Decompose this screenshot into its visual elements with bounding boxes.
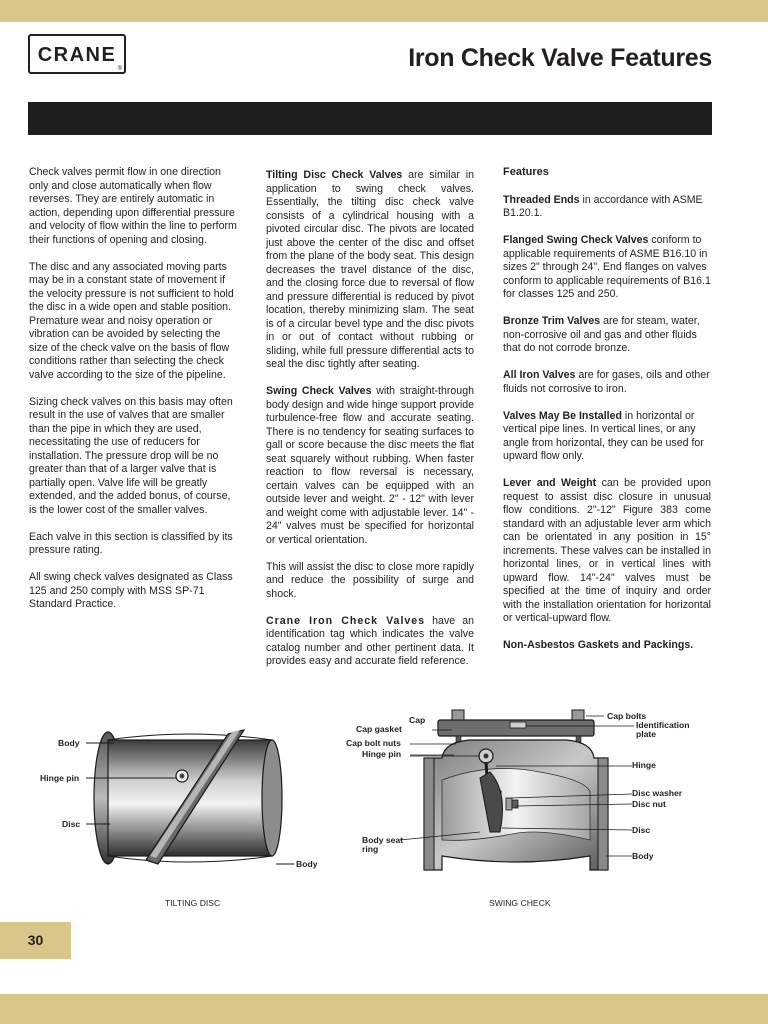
feature-lead: Lever and Weight xyxy=(503,477,597,489)
feature-item xyxy=(503,369,711,396)
feature-lead: Threaded Ends xyxy=(503,193,580,206)
swing-label-cap-bolt-nuts: Cap bolt nuts xyxy=(346,738,401,748)
feature-item xyxy=(503,234,711,302)
tilting-disc-paragraph xyxy=(266,169,474,372)
tilting-label-hinge-pin: Hinge pin xyxy=(40,773,80,783)
feature-item xyxy=(503,410,711,464)
header-bar xyxy=(28,102,712,135)
feature-lead: Valves May Be Installed xyxy=(503,409,622,422)
page-title: Iron Check Valve Features xyxy=(408,44,712,72)
page-number-box xyxy=(0,922,71,959)
feature-text: conform to applicable requirements of ASME B16.10 in sizes 2" through 24". End flanges on valves conform to applicable requirements of B16.1 for classes 125 and 250. xyxy=(503,234,711,300)
crane-tag-paragraph xyxy=(266,615,474,669)
features-heading: Features xyxy=(503,166,549,178)
crane-logo xyxy=(28,34,126,74)
intro-column xyxy=(29,166,237,625)
valve-types-column xyxy=(266,169,474,682)
crane-tag-lead: Crane Iron Check Valves xyxy=(266,614,426,627)
tilting-disc-text: are similar in application to swing check valves. Essentially, the tilting disc check valve consists of a cylindrical housing with a pivoted circular disc. The pivots are located just above the center of the disc and offset from the plane of the body seat. This design decreases the travel distance of the disc, and the closing force due to reversal of flow and pressure differential is reduced by pivot location, thereby minimizing slam. The seat is of a circular bevel type and the disc pivots in or out of contact without rubbing or sliding, while full pressure differential acts to seal the disc tightly after seating. xyxy=(266,169,474,370)
intro-paragraph: The disc and any associated moving parts may be in a constant state of movement if the velocity pressure is not sufficient to hold the disc in a wide open and stable position. Premature wear and noisy operation or vibration can be avoided by selecting the size of the check valve on the basis of flow conditions rather than selecting the check valve according to the size of the pipeline. xyxy=(29,260,234,381)
crane-tag-text: have an identification tag which indicates the valve catalog number and other pertinent data. It provides easy and accurate field reference. xyxy=(266,614,474,667)
feature-text: are for gases, oils and other fluids not corrosive to iron. xyxy=(503,369,710,395)
swing-label-disc-washer: Disc washer xyxy=(632,788,683,798)
feature-item xyxy=(503,477,711,626)
feature-lead: All Iron Valves xyxy=(503,369,576,381)
feature-text: are for steam, water, non-corrosive oil and gas and other fluids that do not corrode bronze. xyxy=(503,315,700,354)
tilting-label-disc: Disc xyxy=(62,819,81,829)
swing-label-hinge-pin: Hinge pin xyxy=(362,749,402,759)
tilting-disc-illustration xyxy=(0,700,340,900)
feature-lead: Flanged Swing Check Valves xyxy=(503,234,649,246)
feature-text: in accordance with ASME B1.20.1. xyxy=(503,193,703,219)
swing-label-cap-gasket: Cap gasket xyxy=(356,724,402,734)
feature-text: can be provided upon request to assist disc closure in unusual flow conditions. 2"-12" Figure 383 come standard with an adjustable lever arm which can be orientated in any position in 15° increments. These valves can be installed in horizontal lines, or in vertical lines with upward flow. 14"-24" valves must be specified at the time of inquiry and order with the installation orientation for horizontal or vertical-upward flow. xyxy=(503,477,711,624)
feature-text: in horizontal or vertical pipe lines. In vertical lines, or any angle from horizontal, they can be used for upward flow only. xyxy=(503,409,704,462)
swing-check-caption: SWING CHECK xyxy=(489,898,551,908)
feature-item xyxy=(503,194,711,221)
feature-item xyxy=(503,315,711,356)
intro-paragraph: Sizing check valves on this basis may often result in the use of valves that are smaller than the pipe in which they are used, necessitating the use of reducers for installation. The pressure drop will be no greater than that of a larger valve that is partially open. Valve life will be greatly extended, and the added bonus, of course, is the lower cost of the smaller valves. xyxy=(29,395,233,516)
swing-check-text: with straight-through body design and wide hinge support provide turbulence-free flow and accurate seating. There is no tendency for seating surfaces to gall or score because the disc meets the flat seat squarely without rubbing. When faster reaction to flow reversal is necessary, certain valves can be equipped with an outside lever and weight. 2" - 12" with lever and weight come with adjustable lever. 14" - 24" valves must be specified for horizontal or vertical orientation. xyxy=(266,385,474,546)
features-column xyxy=(503,166,711,666)
swing-label-hinge: Hinge xyxy=(632,760,656,770)
swing-label-cap-bolts: Cap bolts xyxy=(607,711,647,721)
intro-paragraph: Check valves permit flow in one direction only and close automatically when flow reverses. They are entirely automatic in action, depending upon differential pressure and velocity of flow within the line to perform their functions of opening and closing. xyxy=(29,166,237,246)
tilting-label-body-bottom: Body xyxy=(296,859,318,869)
top-band xyxy=(0,0,768,22)
tilting-disc-lead: Tilting Disc Check Valves xyxy=(266,169,403,181)
logo-text: CRANE xyxy=(37,44,117,66)
feature-lead: Bronze Trim Valves xyxy=(503,315,601,327)
tilting-disc-caption: TILTING DISC xyxy=(165,898,221,908)
swing-label-disc: Disc xyxy=(632,825,651,835)
feature-lead: Non-Asbestos Gaskets and Packings. xyxy=(503,639,694,651)
feature-item xyxy=(503,639,711,653)
swing-label-cap: Cap xyxy=(409,715,426,725)
swing-label-body: Body xyxy=(632,851,654,861)
assist-paragraph: This will assist the disc to close more rapidly and reduce the possibility of surge and shock. xyxy=(266,560,474,600)
swing-check-paragraph xyxy=(266,385,474,547)
intro-paragraph: Each valve in this section is classified by its pressure rating. xyxy=(29,530,233,556)
bottom-band xyxy=(0,994,768,1024)
intro-paragraph: All swing check valves designated as Class 125 and 250 comply with MSS SP-71 Standard Practice. xyxy=(29,571,233,610)
swing-label-identification-plate: Identification plate xyxy=(636,720,690,739)
swing-check-lead: Swing Check Valves xyxy=(266,385,372,397)
tilting-label-body: Body xyxy=(58,738,80,748)
logo-registered-mark: ® xyxy=(117,66,122,72)
swing-label-disc-nut: Disc nut xyxy=(632,799,666,809)
swing-label-body-seat-ring: Body seat ring xyxy=(362,835,404,854)
page-number: 30 xyxy=(27,932,44,948)
